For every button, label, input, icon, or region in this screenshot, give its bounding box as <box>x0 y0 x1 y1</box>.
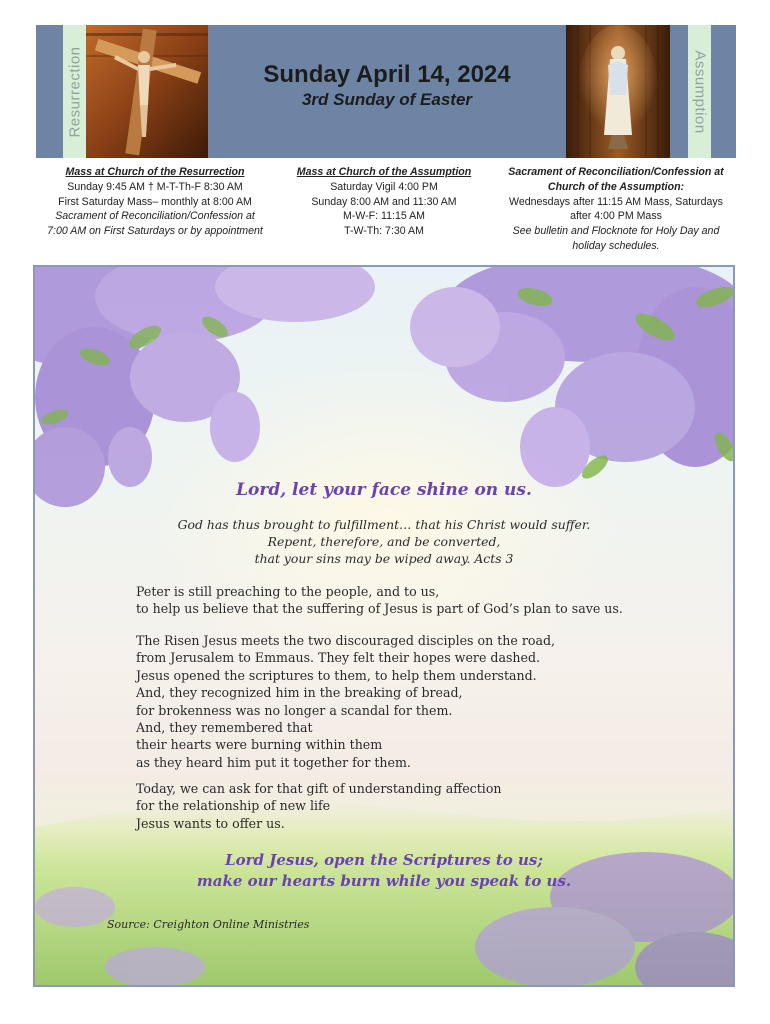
paragraph-line: for the relationship of new life <box>136 798 331 814</box>
schedule-line: Wednesdays after 11:15 AM Mass, Saturdays <box>509 195 723 208</box>
source-credit: Source: Creighton Online Ministries <box>107 918 310 931</box>
closing-line: Lord Jesus, open the Scriptures to us; <box>225 851 543 869</box>
paragraph-line: The Risen Jesus meets the two discouraged disciples on the road, <box>136 633 556 648</box>
page-title: Sunday April 14, 2024 <box>263 61 511 88</box>
quote-line: that your sins may be wiped away. Acts 3 <box>254 551 514 566</box>
schedule-line: Saturday Vigil 4:00 PM <box>330 180 438 193</box>
schedule-line: Sunday 8:00 AM and 11:30 AM <box>311 195 457 208</box>
reflection-heading: Lord, let your face shine on us. <box>236 480 532 500</box>
reflection-paragraph-1 <box>136 583 623 618</box>
quote-line: Repent, therefore, and be converted, <box>267 534 501 549</box>
paragraph-line: Today, we can ask for that gift of understanding affection <box>136 781 502 796</box>
resurrection-schedule <box>24 165 286 239</box>
mary-statue-photo <box>566 25 670 158</box>
paragraph-line: Peter is still preaching to the people, and to us, <box>136 584 440 599</box>
schedule-line: T-W-Th: 7:30 AM <box>344 225 424 238</box>
header-banner <box>36 25 736 158</box>
resurrection-tab <box>63 25 86 158</box>
scripture-quote <box>35 516 733 567</box>
closing-line: make our hearts burn while you speak to us. <box>196 872 572 890</box>
paragraph-line: for brokenness was no longer a scandal for them. <box>136 702 453 718</box>
paragraph-line: Jesus opened the scriptures to them, to help them understand. <box>136 667 537 683</box>
paragraph-line: from Jerusalem to Emmaus. They felt their hopes were dashed. <box>136 650 541 666</box>
reconciliation-schedule <box>494 165 738 254</box>
reconciliation-heading: Sacrament of Reconciliation/Confession at <box>508 166 724 178</box>
reflection-paragraph-3 <box>136 780 502 832</box>
schedule-line: Sacrament of Reconciliation/Confession at <box>55 210 255 223</box>
schedule-line: 7:00 AM on First Saturdays or by appointment <box>47 225 263 238</box>
assumption-tab-label: Assumption <box>691 49 708 134</box>
resurrection-tab-label: Resurrection <box>66 45 83 138</box>
schedule-line: Sunday 9:45 AM † M-T-Th-F 8:30 AM <box>67 180 243 193</box>
paragraph-line: as they heard him put it together for them. <box>136 754 411 770</box>
paragraph-line: their hearts were burning within them <box>136 737 383 753</box>
schedule-line: See bulletin and Flocknote for Holy Day and <box>512 225 720 238</box>
paragraph-line: to help us believe that the suffering of Jesus is part of God’s plan to save us. <box>136 601 623 617</box>
reconciliation-heading-line2: Church of the Assumption: <box>547 180 685 193</box>
title-block <box>208 61 566 110</box>
crucifix-photo <box>86 25 208 158</box>
quote-line: God has thus brought to fulfillment… that his Christ would suffer. <box>177 517 591 532</box>
schedule-line: after 4:00 PM Mass <box>570 210 662 223</box>
assumption-heading: Mass at Church of the Assumption <box>296 166 472 178</box>
paragraph-line: And, they remembered that <box>136 720 313 736</box>
reflection-paragraph-2 <box>136 632 555 771</box>
schedule-line: First Saturday Mass– monthly at 8:00 AM <box>58 195 252 208</box>
assumption-tab <box>688 25 711 158</box>
resurrection-heading: Mass at Church of the Resurrection <box>65 166 245 178</box>
reflection-card <box>33 265 735 987</box>
assumption-schedule <box>284 165 484 239</box>
paragraph-line: Jesus wants to offer us. <box>136 815 285 831</box>
schedule-line: M-W-F: 11:15 AM <box>342 210 426 223</box>
paragraph-line: And, they recognized him in the breaking of bread, <box>136 685 463 701</box>
page-subtitle: 3rd Sunday of Easter <box>301 90 473 109</box>
schedule-line: holiday schedules. <box>572 239 660 252</box>
closing-prayer <box>35 850 733 892</box>
